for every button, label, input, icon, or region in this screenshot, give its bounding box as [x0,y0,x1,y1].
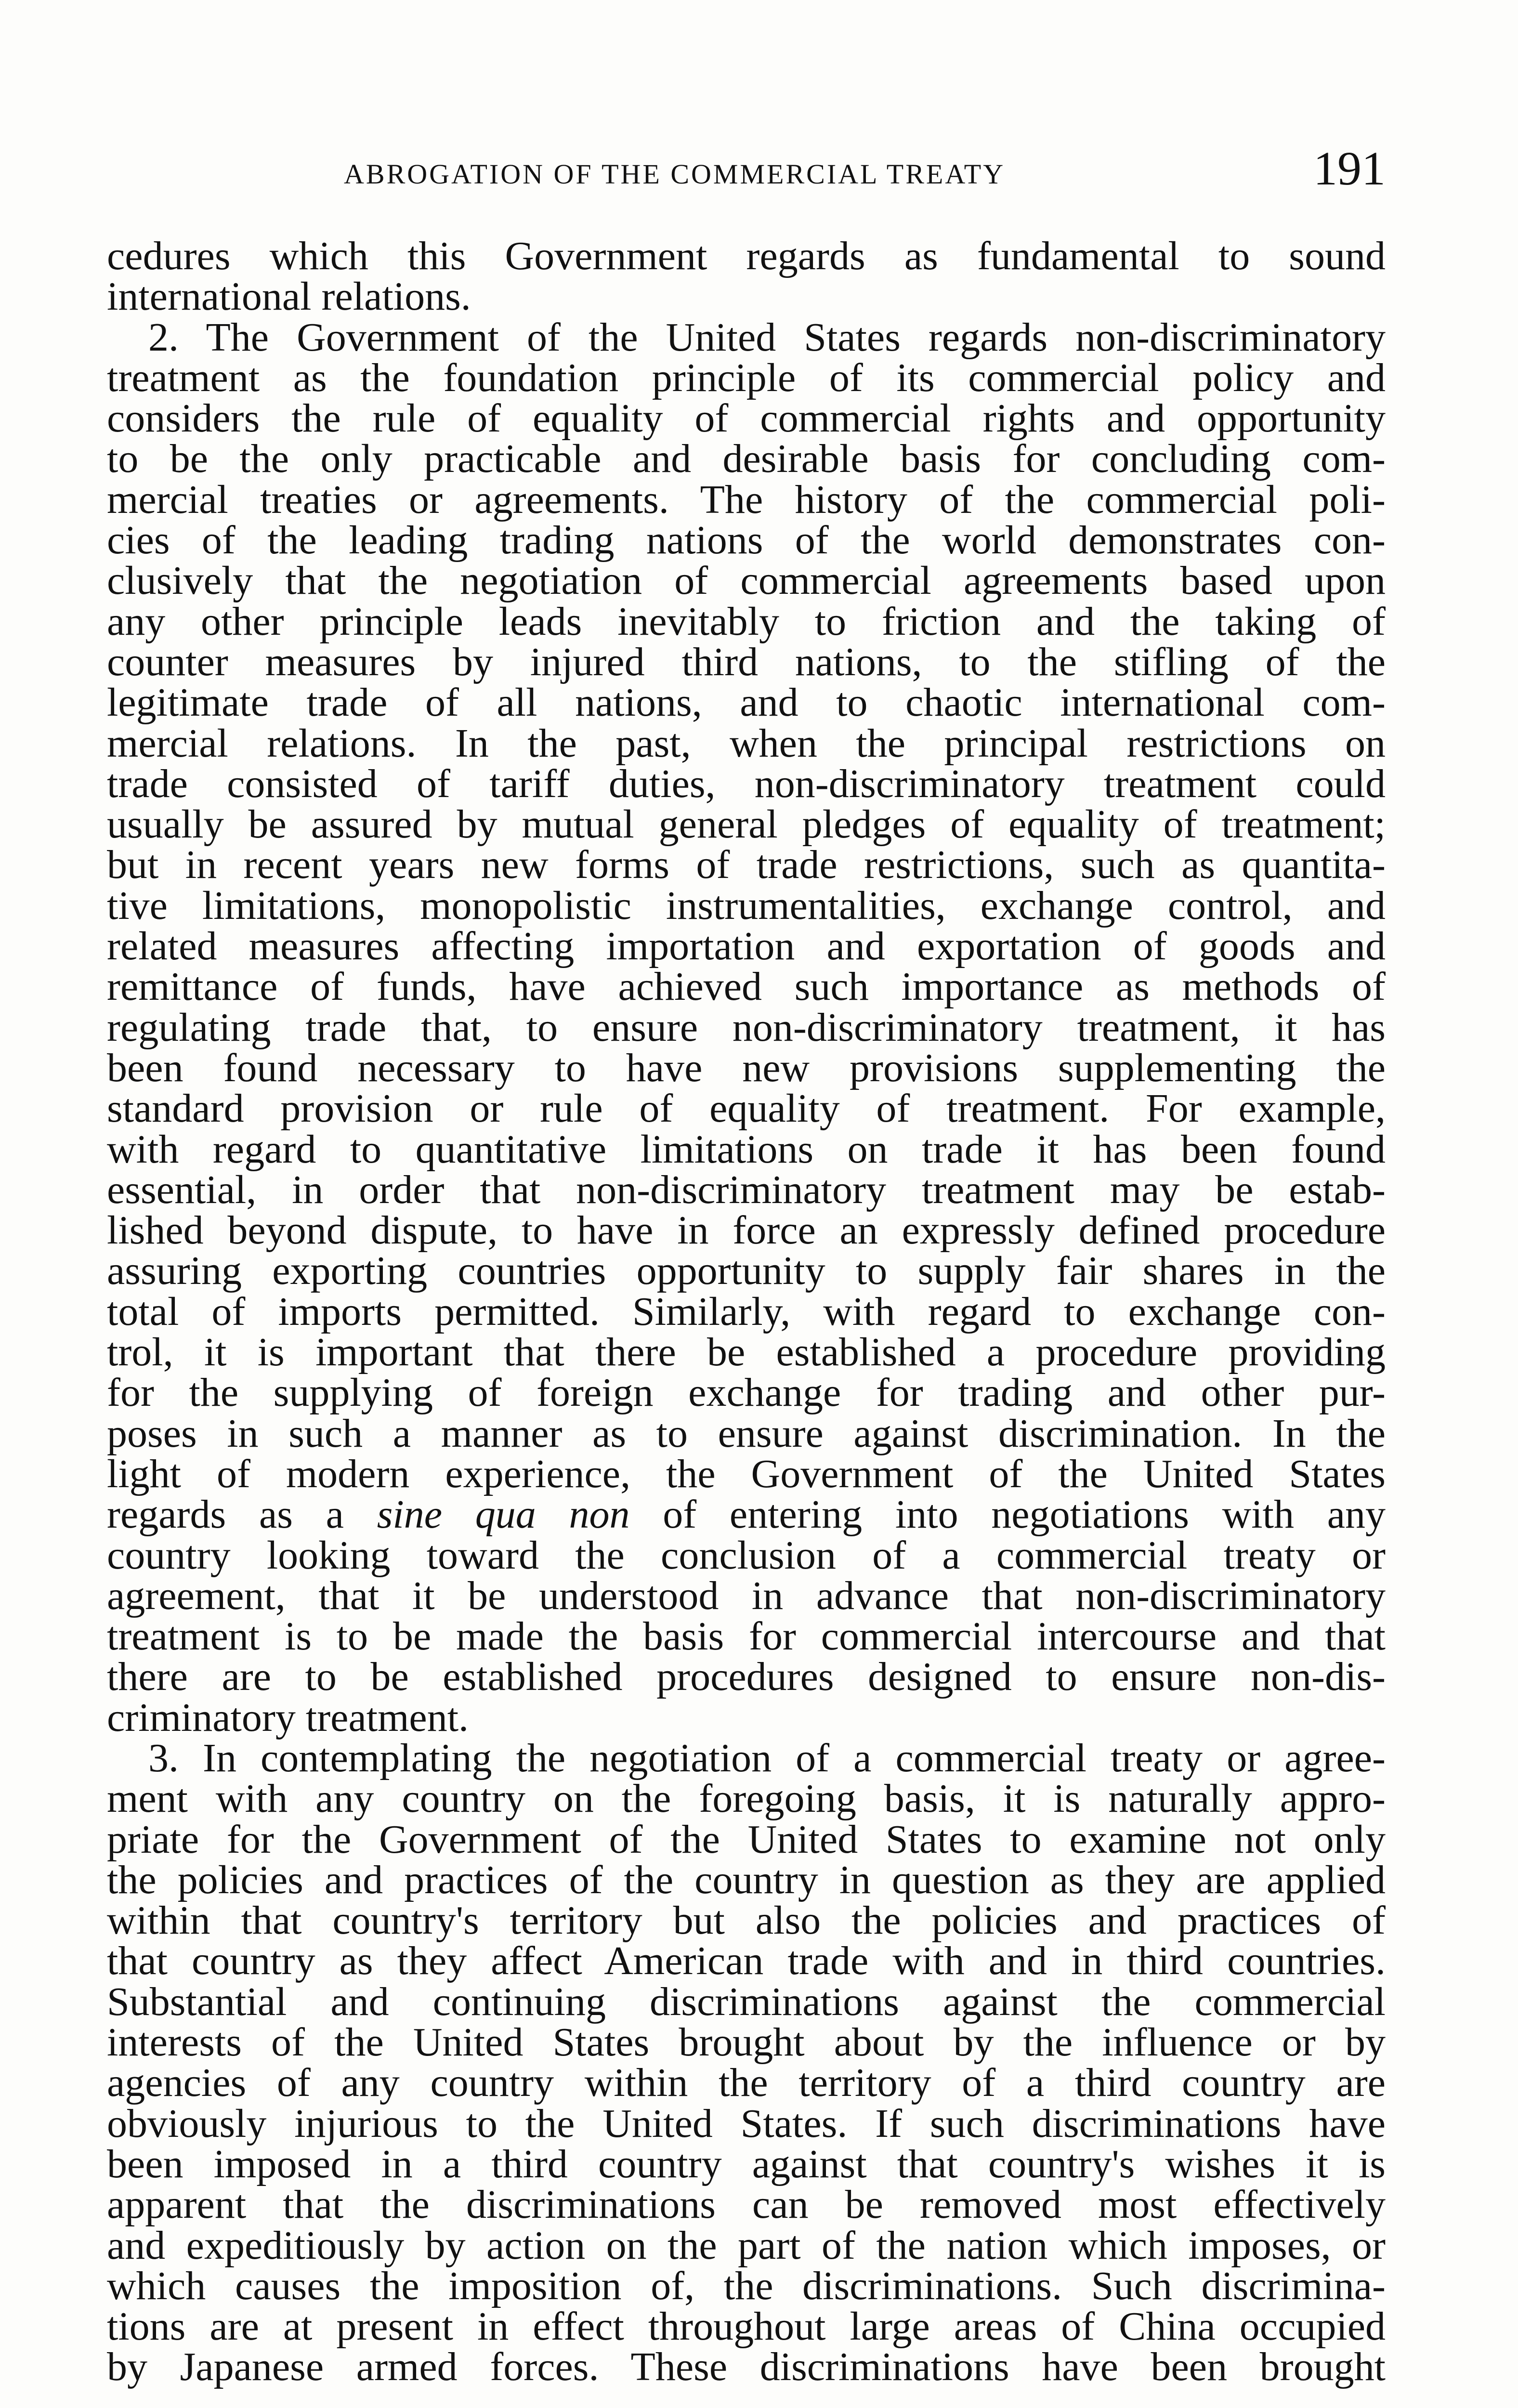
text-line: legitimate trade of all nations, and to chaotic international com- [107,680,1386,725]
text-line: poses in such a manner as to ensure against discrimination. In the [107,1411,1386,1456]
text-line: interests of the United States brought about by the influence or by [107,2020,1386,2065]
text-line: apparent that the discriminations can be removed most effectively [107,2182,1386,2227]
text-line: cies of the leading trading nations of the world demonstrates con- [107,518,1386,563]
text-line: agreement, that it be understood in advance that non-discriminatory [107,1573,1386,1618]
text-line: been imposed in a third country against that country's wishes it is [107,2141,1386,2186]
text-line: obviously injurious to the United States. If such discriminations have [107,2101,1386,2146]
text-line: Substantial and continuing discriminations against the commercial [107,1979,1386,2024]
text-line: with regard to quantitative limitations on trade it has been found [107,1126,1386,1172]
italic-phrase: sine qua non [377,1492,630,1537]
text-line: agencies of any country within the territory of a third country are [107,2060,1386,2106]
text-line: and expeditiously by action on the part of the nation which imposes, or [107,2223,1386,2268]
text-line: lished beyond dispute, to have in force an expressly defined procedure [107,1208,1386,1253]
text-line: usually be assured by mutual general pledges of equality of treatment; [107,802,1386,847]
text-line: counter measures by injured third nations, to the stifling of the [107,639,1386,684]
text-line: mercial treaties or agreements. The history of the commercial poli- [107,477,1386,522]
text-line: been found necessary to have new provisions supplementing the [107,1045,1386,1090]
text-line-with-italic [107,1494,1386,1535]
text-line: for the supplying of foreign exchange for trading and other pur- [107,1370,1386,1415]
text-line: mercial relations. In the past, when the principal restrictions on [107,720,1386,766]
text-line: any other principle leads inevitably to friction and the taking of [107,599,1386,644]
paragraph-2-first-line: 2. The Government of the United States regards non-discriminatory [148,314,1386,360]
text-line: considers the rule of equality of commercial rights and opportunity [107,396,1386,441]
text-line: that country as they affect American trade with and in third countries. [107,1938,1386,1984]
text-line: assuring exporting countries opportunity to supply fair shares in the [107,1248,1386,1294]
text-line: trol, it is important that there be established a procedure providing [107,1330,1386,1375]
text-line: priate for the Government of the United States to examine not only [107,1817,1386,1862]
text-line: international relations. [107,274,471,319]
page-number: 191 [1313,142,1386,195]
running-header [107,144,1386,202]
line-text-before: regards as a [107,1492,377,1537]
text-line: there are to be established procedures designed to ensure non-dis- [107,1654,1386,1700]
body-text [107,236,1386,2388]
text-line: regulating trade that, to ensure non-discriminatory treatment, it has [107,1005,1386,1050]
text-line: treatment as the foundation principle of its commercial policy and [107,355,1386,400]
text-line: standard provision or rule of equality of treatment. For example, [107,1086,1386,1131]
text-line: cedures which this Government regards as fundamental to sound [107,234,1386,278]
paragraph-3-first-line: 3. In contemplating the negotiation of a commercial treaty or agree- [148,1735,1386,1780]
text-line: ment with any country on the foregoing basis, it is naturally appro- [107,1776,1386,1821]
text-line: to be the only practicable and desirable basis for concluding com- [107,436,1386,482]
text-line: remittance of funds, have achieved such importance as methods of [107,964,1386,1009]
text-line: criminatory treatment. [107,1695,469,1740]
text-line: treatment is to be made the basis for commercial intercourse and that [107,1614,1386,1659]
text-line: light of modern experience, the Government of the United States [107,1451,1386,1496]
text-line: by Japanese armed forces. These discriminations have been brought [107,2344,1386,2390]
running-title: ABROGATION OF THE COMMERCIAL TREATY [344,158,1006,190]
line-text-after: of entering into negotiations with any [629,1492,1386,1537]
text-line: the policies and practices of the country in question as they are applied [107,1857,1386,1902]
text-line: which causes the imposition of, the discriminations. Such discrimina- [107,2263,1386,2308]
text-line: trade consisted of tariff duties, non-discriminatory treatment could [107,761,1386,806]
text-line: total of imports permitted. Similarly, with regard to exchange con- [107,1289,1386,1334]
text-line: tive limitations, monopolistic instrumentalities, exchange control, and [107,883,1386,928]
text-line: within that country's territory but also the policies and practices of [107,1898,1386,1943]
text-line: clusively that the negotiation of commercial agreements based upon [107,558,1386,603]
text-line: related measures affecting importation and exportation of goods and [107,924,1386,969]
text-line: tions are at present in effect throughout large areas of China occupied [107,2304,1386,2349]
text-line: essential, in order that non-discriminatory treatment may be estab- [107,1167,1386,1212]
text-line: but in recent years new forms of trade restrictions, such as quantita- [107,842,1386,888]
text-line: country looking toward the conclusion of a commercial treaty or [107,1532,1386,1578]
